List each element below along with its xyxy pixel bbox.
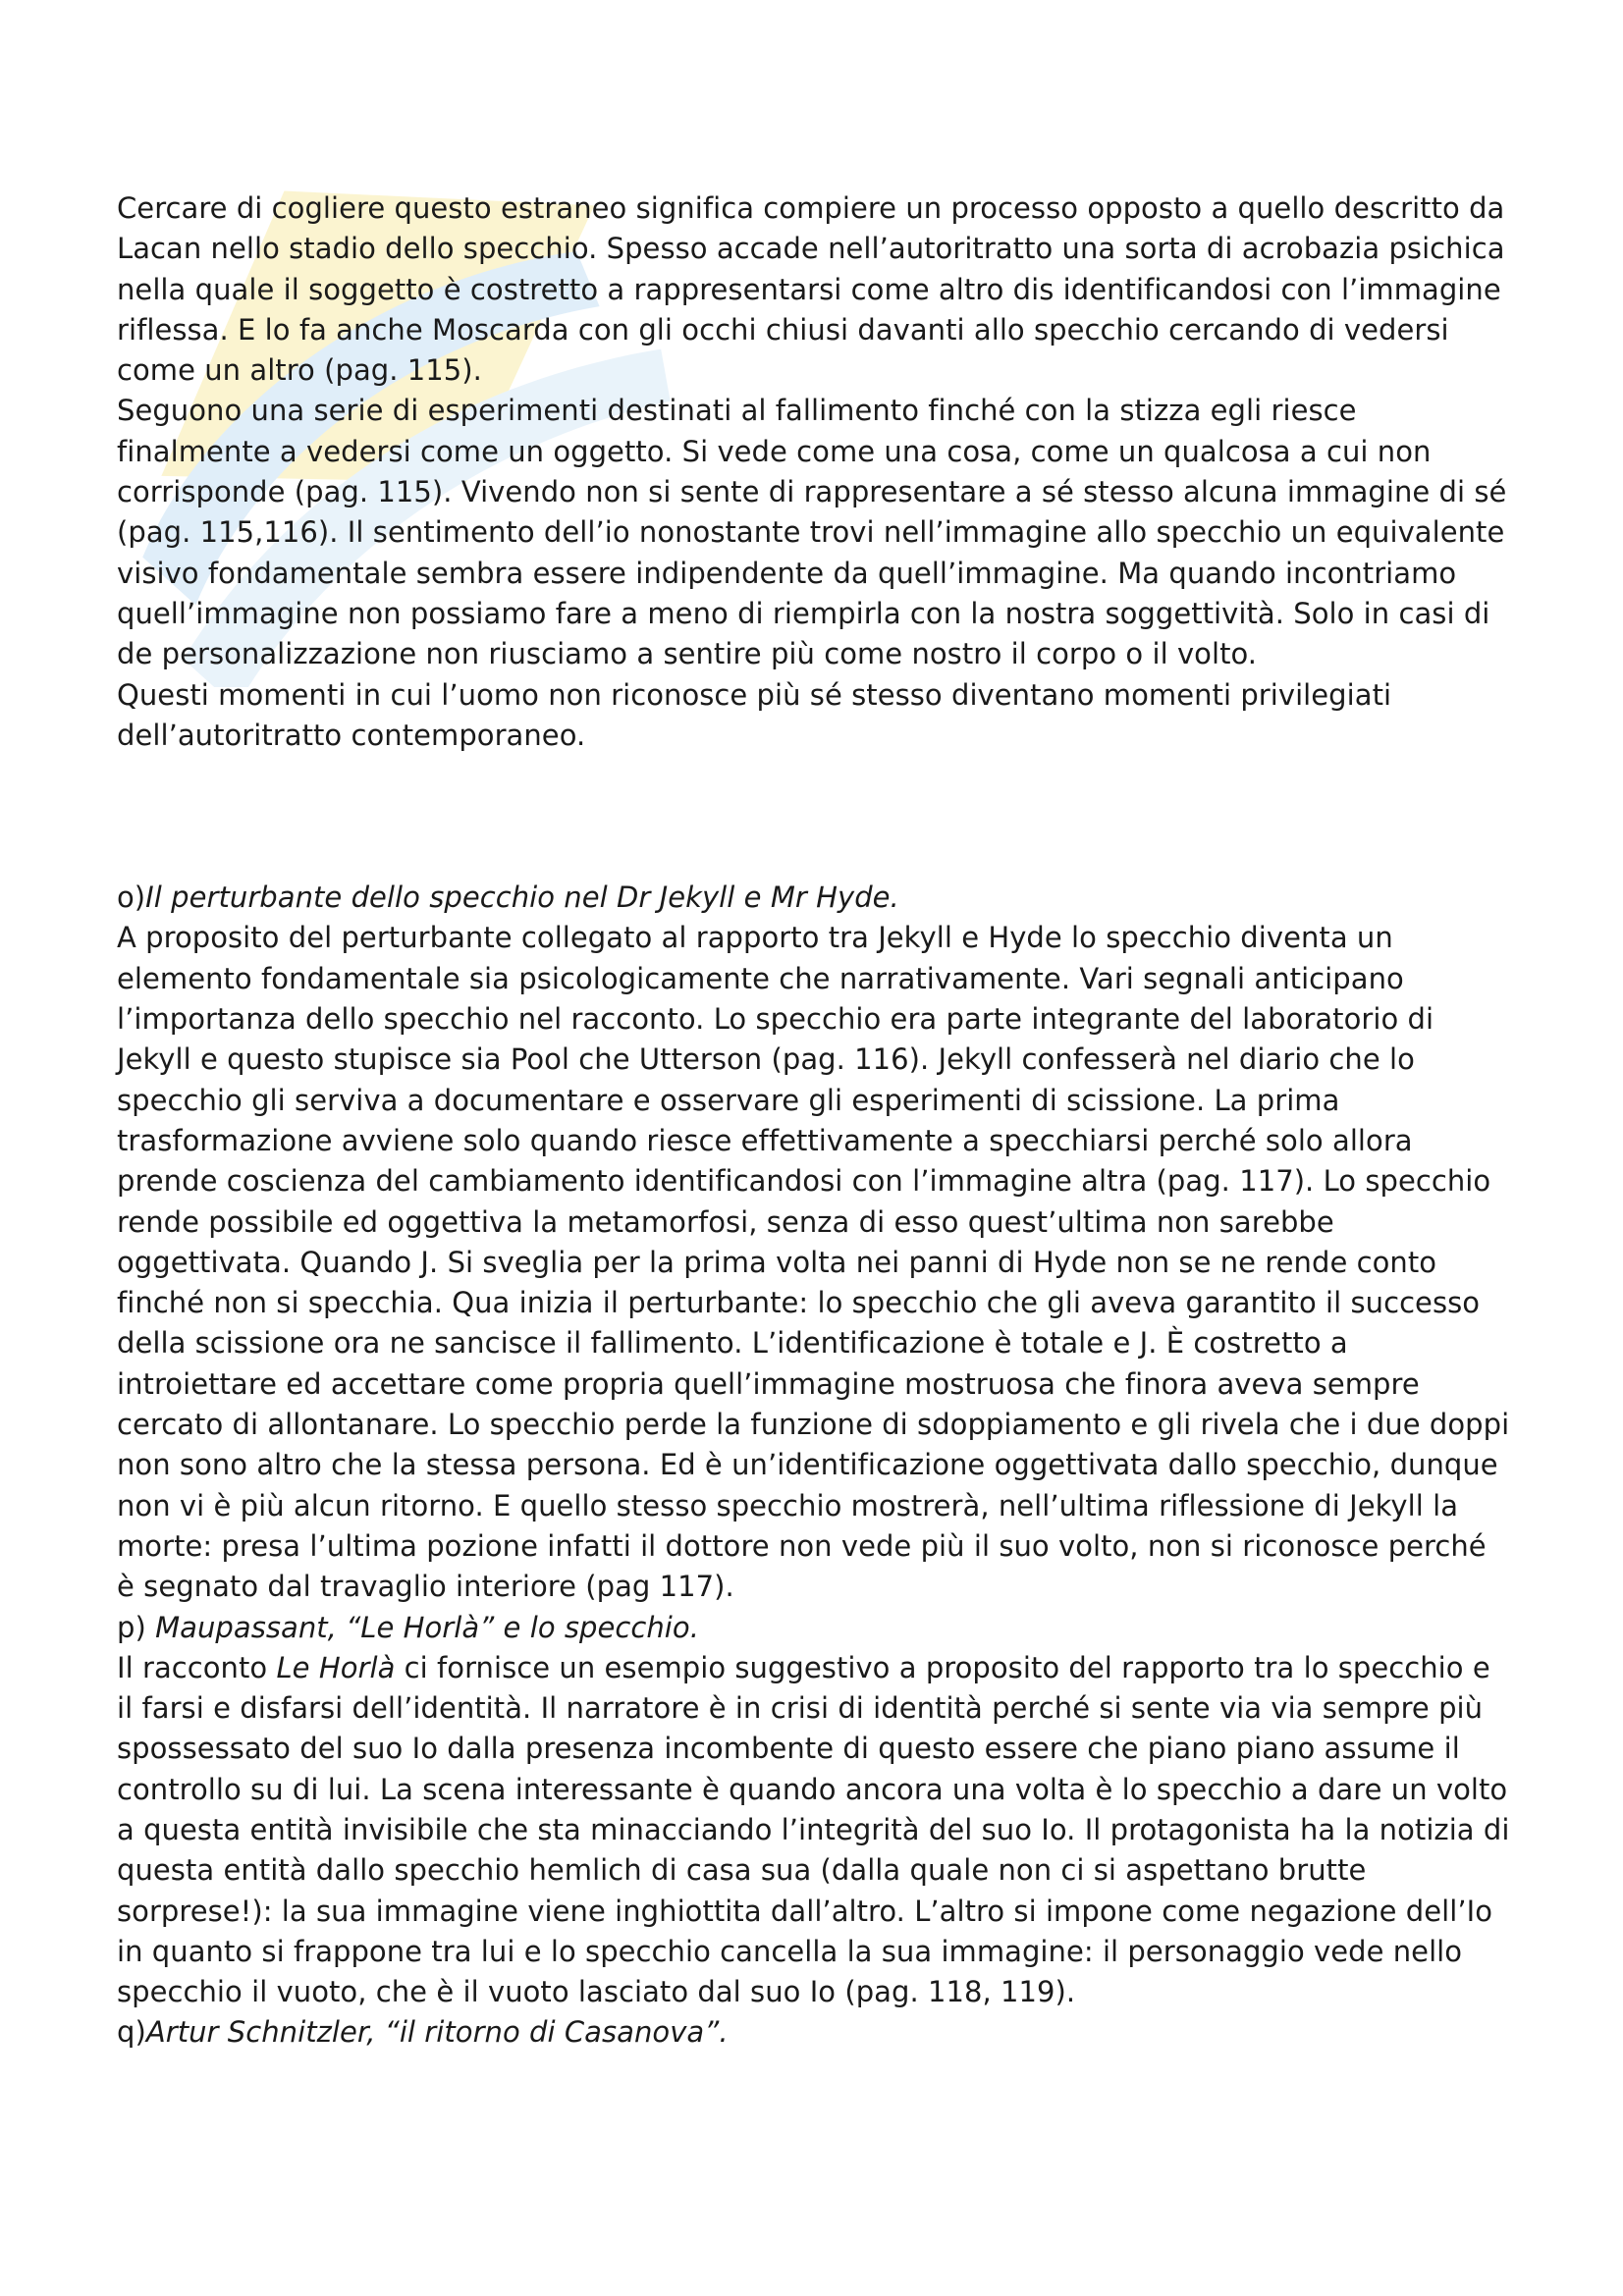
document-page bbox=[117, 188, 1511, 2054]
section-body: A proposito del perturbante collegato al rapporto tra Jekyll e Hyde lo specchio diventa un elemento fondamentale sia psicologicamente che narrativamente. Vari segnali anticipano l’importanza dello specchio nel racconto. Lo specchio era parte integrante del laboratorio di Jekyll e questo stupisce sia Pool che Utterson (pag. 116). Jekyll confesserà nel diario che lo specchio gli serviva a documentare e osservare gli esperimenti di scissione. La prima trasformazione avviene solo quando riesce effettivamente a specchiarsi perché solo allora prende coscienza del cambiamento identificandosi con l’immagine altra (pag. 117). Lo specchio rende possibile ed oggettiva la metamorfosi, senza di esso quest’ultima non sarebbe oggettivata. Quando J. Si sveglia per la prima volta nei panni di Hyde non se ne rende conto finché non si specchia. Qua inizia il perturbante: lo specchio che gli aveva garantito il successo della scissione ora ne sancisce il fallimento. L’identificazione è totale e J. È costretto a introiettare ed accettare come propria quell’immagine mostruosa che finora aveva sempre cercato di allontanare. Lo specchio perde la funzione di sdoppiamento e gli rivela che i due doppi non sono altro che la stessa persona. Ed è un’identificazione oggettivata dallo specchio, dunque non vi è più alcun ritorno. E quello stesso specchio mostrerà, nell’ultima riflessione di Jekyll la morte: presa l’ultima pozione infatti il dottore non vede più il suo volto, non si riconosce perché è segnato dal travaglio interiore (pag 117). bbox=[117, 921, 1510, 1604]
section-body bbox=[117, 1648, 1511, 2013]
section-label: p) bbox=[117, 1610, 156, 1644]
section-title: Il perturbante dello specchio nel Dr Jekyll e Mr Hyde. bbox=[145, 881, 899, 915]
section-label: o) bbox=[117, 881, 146, 915]
section-heading bbox=[117, 1608, 1511, 1648]
book-title: Le Horlà bbox=[276, 1650, 396, 1684]
body-text: ci fornisce un esempio suggestivo a proposito del rapporto tra lo specchio e il farsi e disfarsi dell’identità. Il narratore è in crisi di identità perché si sente via via sempre più spossessato del suo Io dalla presenza incombente di questo essere che piano piano assume il controllo su di lui. La scena interessante è quando ancora una volta è lo specchio a dare un volto a questa entità invisibile che sta minacciando l’integrità del suo Io. Il protagonista ha la notizia di questa entità dallo specchio hemlich di casa sua (dalla quale non ci si aspettano brutte sorprese!): la sua immagine viene inghiottita dall’altro. L’altro si impone come negazione dell’Io in quanto si frappone tra lui e lo specchio cancella la sua immagine: il personaggio vede nello specchio il vuoto, che è il vuoto lasciato dal suo Io (pag. 118, 119). bbox=[117, 1650, 1510, 2009]
paragraph: Seguono una serie di esperimenti destinati al fallimento finché con la stizza egli riesce finalmente a vedersi come un oggetto. Si vede come una cosa, come un qualcosa a cui non corrisponde (pag. 115). Vivendo non si sente di rappresentare a sé stesso alcuna immagine di sé (pag. 115,116). Il sentimento dell’io nonostante trovi nell’immagine allo specchio un equivalente visivo fondamentale sembra essere indipendente da quell’immagine. Ma quando incontriamo quell’immagine non possiamo fare a meno di riempirla con la nostra soggettività. Solo in casi di de personalizzazione non riusciamo a sentire più come nostro il corpo o il volto. bbox=[117, 394, 1507, 671]
paragraph: Cercare di cogliere questo estraneo significa compiere un processo opposto a quello descritto da Lacan nello stadio dello specchio. Spesso accade nell’autoritratto una sorta di acrobazia psichica nella quale il soggetto è costretto a rappresentarsi come altro dis identificandosi con l’immagine riflessa. E lo fa anche Moscarda con gli occhi chiusi davanti allo specchio cercando di vedersi come un altro (pag. 115). bbox=[117, 191, 1505, 388]
section-label: q) bbox=[117, 2015, 146, 2050]
section-title: Artur Schnitzler, “il ritorno di Casanova”. bbox=[145, 2015, 729, 2050]
paragraph: Questi momenti in cui l’uomo non riconosce più sé stesso diventano momenti privilegiati dell’autoritratto contemporaneo. bbox=[117, 677, 1392, 752]
section-title: Maupassant, “Le Horlà” e lo specchio. bbox=[155, 1610, 699, 1644]
body-text: Il racconto bbox=[117, 1650, 277, 1684]
section-heading bbox=[117, 2012, 1511, 2053]
section-spacer bbox=[117, 756, 1511, 878]
section-heading bbox=[117, 878, 1511, 918]
